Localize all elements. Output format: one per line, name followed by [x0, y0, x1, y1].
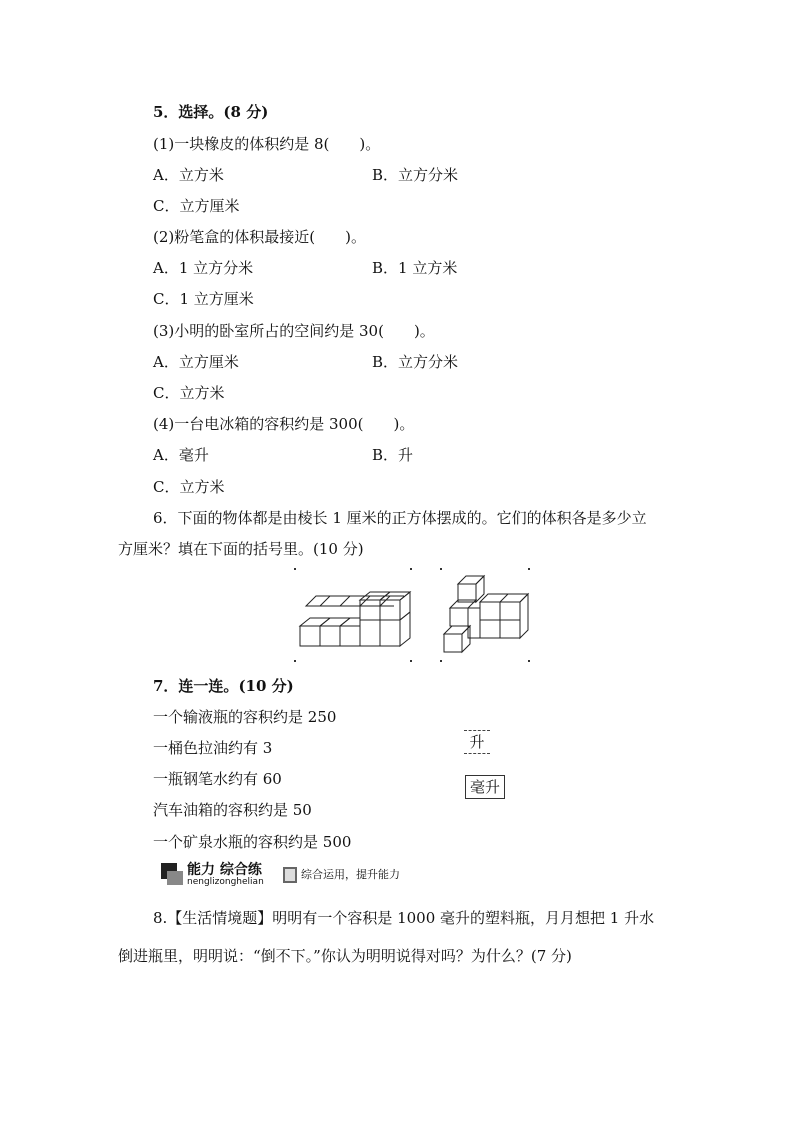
q8-line1: 8.【生活情境题】明明有一个容积是 1000 毫升的塑料瓶，月月想把 1 升水 — [153, 909, 655, 927]
q5-item4-stem: (4)一台电冰箱的容积约是 300( )。 — [153, 415, 415, 433]
q5-item1-option-b: B．立方分米 — [372, 166, 459, 184]
banner-box-icon — [283, 867, 297, 883]
q7-item-2: 一桶色拉油约有 3 — [153, 739, 273, 757]
q5-item2-option-c: C．1 立方厘米 — [153, 290, 254, 308]
unit-sheng-label: 升 — [469, 733, 485, 751]
banner-title: 能力 综合练 — [187, 862, 262, 878]
q5-item4-option-c: C．立方米 — [153, 478, 225, 496]
unit-haosheng — [465, 775, 505, 799]
banner-subtitle: 综合运用，提升能力 — [301, 868, 400, 881]
q5-item1-stem: (1)一块橡皮的体积约是 8( )。 — [153, 135, 381, 153]
q6-line1: 6．下面的物体都是由棱长 1 厘米的正方体摆成的。它们的体积各是多少立 — [153, 509, 647, 527]
q7-item-3: 一瓶钢笔水约有 60 — [153, 770, 282, 788]
q5-item4-option-b: B．升 — [372, 446, 414, 464]
cube-figure-2 — [440, 568, 532, 664]
section-banner — [155, 857, 415, 891]
q5-title: 5．选择。(8 分) — [153, 103, 269, 121]
q5-item2-stem: (2)粉笔盒的体积最接近( )。 — [153, 228, 366, 246]
q5-item2-option-b: B．1 立方米 — [372, 259, 458, 277]
banner-pinyin: nenglizonghelian — [187, 877, 264, 887]
unit-sheng — [464, 730, 490, 754]
q7-title: 7．连一连。(10 分) — [153, 677, 294, 695]
q5-item1-option-a: A．立方米 — [153, 166, 224, 184]
q7-item-5: 一个矿泉水瓶的容积约是 500 — [153, 833, 352, 851]
q5-item2-option-a: A．1 立方分米 — [153, 259, 254, 277]
banner-grey-square-icon — [167, 871, 183, 885]
q5-item3-option-c: C．立方米 — [153, 384, 225, 402]
q6-line2: 方厘米？填在下面的括号里。(10 分) — [118, 540, 364, 558]
q7-item-4: 汽车油箱的容积约是 50 — [153, 801, 312, 819]
q5-item3-option-a: A．立方厘米 — [153, 353, 239, 371]
q5-item3-option-b: B．立方分米 — [372, 353, 459, 371]
q7-item-1: 一个输液瓶的容积约是 250 — [153, 708, 337, 726]
q5-item4-option-a: A．毫升 — [153, 446, 209, 464]
unit-haosheng-label: 毫升 — [469, 778, 500, 796]
q8-line2: 倒进瓶里，明明说：“倒不下。”你认为明明说得对吗？为什么？(7 分) — [118, 947, 572, 965]
cube-figure-1 — [294, 568, 414, 664]
q5-item3-stem: (3)小明的卧室所占的空间约是 30( )。 — [153, 322, 435, 340]
q5-item1-option-c: C．立方厘米 — [153, 197, 240, 215]
